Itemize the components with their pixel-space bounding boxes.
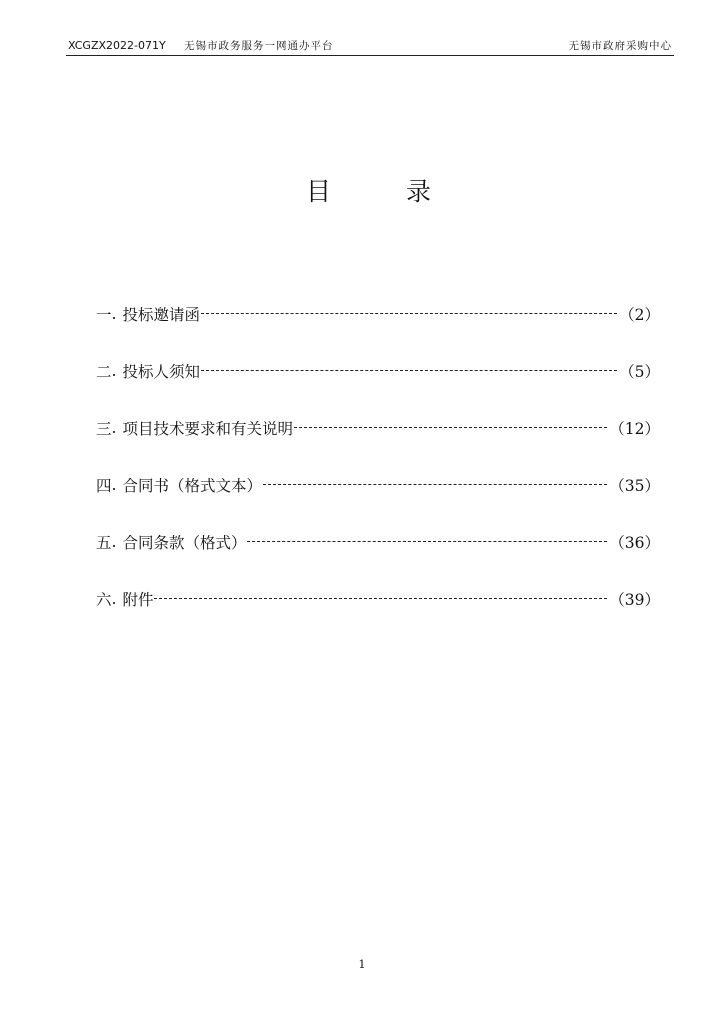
- toc-entry-separator: .: [111, 304, 117, 323]
- toc-entry-page: （36）: [609, 533, 660, 552]
- toc-entry-number: 五: [96, 533, 112, 552]
- document-code: XCGZX2022-071Y: [68, 39, 166, 52]
- platform-name: 无锡市政务服务一网通办平台: [184, 40, 334, 52]
- toc-entry-5[interactable]: [96, 528, 660, 555]
- toc-dot-leader: [247, 541, 607, 542]
- toc-dot-leader: [201, 370, 617, 371]
- toc-entry-page: （5）: [619, 362, 660, 381]
- title-char-1: 目: [306, 177, 332, 206]
- toc-entry-label: 附件: [122, 590, 154, 609]
- toc-entry-separator: .: [111, 589, 117, 608]
- title-char-2: 录: [406, 177, 432, 206]
- table-of-contents: [96, 300, 660, 642]
- toc-entry-number: 四: [96, 476, 112, 495]
- toc-entry-2[interactable]: [96, 357, 660, 384]
- toc-dot-leader: [201, 313, 617, 314]
- toc-entry-separator: .: [111, 532, 117, 551]
- page-header: [66, 38, 674, 56]
- toc-entry-separator: .: [111, 475, 117, 494]
- toc-entry-separator: .: [111, 418, 117, 437]
- toc-entry-page: （39）: [609, 590, 660, 609]
- toc-entry-number: 三: [96, 419, 112, 438]
- toc-entry-label: 投标人须知: [122, 362, 200, 381]
- toc-entry-3[interactable]: [96, 414, 660, 441]
- toc-dot-leader: [263, 484, 607, 485]
- toc-entry-6[interactable]: [96, 585, 660, 612]
- toc-dot-leader: [154, 598, 607, 599]
- toc-entry-4[interactable]: [96, 471, 660, 498]
- toc-entry-number: 一: [96, 305, 112, 324]
- toc-entry-label: 合同条款（格式）: [122, 533, 247, 552]
- procurement-center-name: 无锡市政府采购中心: [568, 40, 672, 52]
- toc-entry-label: 投标邀请函: [122, 305, 200, 324]
- toc-entry-label: 项目技术要求和有关说明: [122, 419, 293, 438]
- toc-entry-number: 六: [96, 590, 112, 609]
- page-title: [0, 172, 724, 212]
- toc-entry-label: 合同书（格式文本）: [122, 476, 262, 495]
- toc-entry-page: （2）: [619, 305, 660, 324]
- toc-entry-1[interactable]: [96, 300, 660, 327]
- toc-entry-page: （35）: [609, 476, 660, 495]
- toc-entry-number: 二: [96, 362, 112, 381]
- toc-entry-page: （12）: [609, 419, 660, 438]
- toc-entry-separator: .: [111, 361, 117, 380]
- toc-dot-leader: [294, 427, 607, 428]
- page-number: 1: [358, 958, 366, 971]
- page-footer: [0, 958, 724, 971]
